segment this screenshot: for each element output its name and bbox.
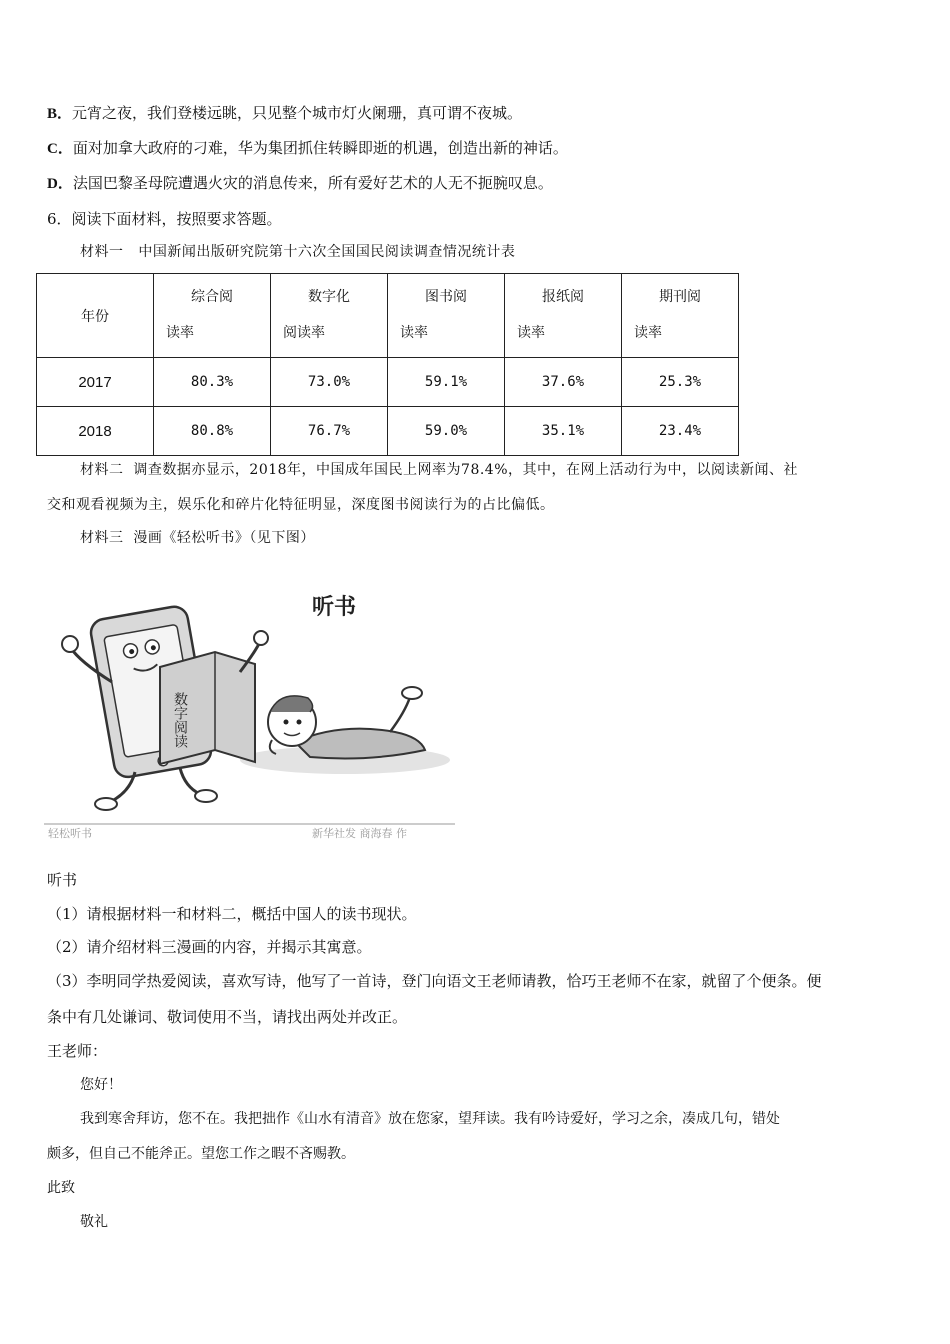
sub-question-1: （1）请根据材料一和材料二，概括中国人的读书现状。	[47, 905, 417, 923]
option-d	[47, 173, 553, 194]
option-text: 元宵之夜，我们登楼远眺，只见整个城市灯火阑珊，真可谓不夜城。	[72, 104, 523, 122]
letter-body-line1: 我到寒舍拜访，您不在。我把拙作《山水有清音》放在您家，望拜读。我有吟诗爱好，学习之余，凑成几句，错处	[80, 1111, 780, 1127]
option-text: 法国巴黎圣母院遭遇火灾的消息传来，所有爱好艺术的人无不扼腕叹息。	[72, 174, 553, 192]
material2-text: 调查数据亦显示，2018年，中国成年国民上网率为78.4%，其中，在网上活动行为中，以阅读新闻、社	[133, 462, 799, 478]
value-cell: 80.3%	[154, 358, 271, 407]
material1-heading	[80, 242, 515, 262]
value-cell: 59.1%	[388, 358, 505, 407]
value-cell: 23.4%	[622, 407, 739, 456]
material1-label: 材料一	[80, 244, 124, 260]
material3-text: 漫画《轻松听书》（见下图）	[133, 530, 315, 546]
header-cell	[271, 274, 388, 358]
letter-greeting: 您好！	[80, 1077, 122, 1093]
cartoon-footer-left: 轻松听书	[48, 827, 92, 840]
header-bottom: 读率	[400, 325, 428, 341]
book-label: 数字阅读	[172, 692, 188, 748]
value-cell: 37.6%	[505, 358, 622, 407]
cartoon-drawing	[40, 572, 460, 842]
header-bottom: 读率	[166, 325, 194, 341]
year-header: 年份	[37, 274, 154, 358]
material2-line2: 交和观看视频为主，娱乐化和碎片化特征明显，深度图书阅读行为的占比偏低。	[47, 497, 555, 513]
material2-label: 材料二	[80, 462, 124, 478]
value-cell: 35.1%	[505, 407, 622, 456]
value-cell: 25.3%	[622, 358, 739, 407]
letter-closing1: 此致	[47, 1180, 75, 1196]
option-letter: D．	[47, 176, 73, 192]
material2-line1	[80, 460, 798, 480]
table-header-row	[37, 274, 739, 358]
header-bottom: 读率	[517, 325, 545, 341]
header-top: 期刊阅	[659, 289, 701, 305]
table-row	[37, 407, 739, 456]
letter-body-line2: 颇多，但自己不能斧正。望您工作之暇不吝赐教。	[47, 1146, 355, 1162]
reading-stats-table	[36, 273, 739, 456]
value-cell: 76.7%	[271, 407, 388, 456]
option-text: 面对加拿大政府的刁难，华为集团抓住转瞬即逝的机遇，创造出新的神话。	[72, 139, 568, 157]
material3-heading	[80, 528, 315, 548]
sub-question-3: （3）李明同学热爱阅读，喜欢写诗，他写了一首诗，登门向语文王老师请教，恰巧王老师不在家，就留了个便条。便	[47, 972, 822, 990]
option-b	[47, 103, 522, 124]
letter-closing2: 敬礼	[80, 1214, 108, 1230]
letter-salutation: 王老师：	[47, 1042, 108, 1060]
cartoon-listening-to-books	[40, 572, 460, 842]
option-c	[47, 138, 568, 159]
question-text: 阅读下面材料，按照要求答题。	[71, 210, 282, 228]
material3-label: 材料三	[80, 530, 124, 546]
header-cell	[388, 274, 505, 358]
value-cell: 80.8%	[154, 407, 271, 456]
year-cell: 2018	[37, 407, 154, 456]
question-number: 6．	[47, 210, 72, 228]
value-cell: 59.0%	[388, 407, 505, 456]
header-bottom: 读率	[634, 325, 662, 341]
header-top: 综合阅	[191, 289, 233, 305]
header-top: 报纸阅	[542, 289, 584, 305]
header-cell	[622, 274, 739, 358]
sub-question-3-cont: 条中有几处谦词、敬词使用不当，请找出两处并改正。	[47, 1008, 408, 1026]
year-cell: 2017	[37, 358, 154, 407]
header-cell	[154, 274, 271, 358]
value-cell: 73.0%	[271, 358, 388, 407]
cartoon-footer-right: 新华社发 商海春 作	[312, 827, 407, 840]
cartoon-title: 听书	[312, 595, 357, 620]
header-bottom: 阅读率	[283, 325, 325, 341]
header-cell	[505, 274, 622, 358]
material1-title: 中国新闻出版研究院第十六次全国国民阅读调查情况统计表	[138, 244, 516, 260]
cartoon-caption: 听书	[47, 871, 78, 889]
header-top: 图书阅	[425, 289, 467, 305]
option-letter: C．	[47, 141, 73, 157]
table-row	[37, 358, 739, 407]
question-6	[47, 209, 282, 229]
option-letter: B．	[47, 106, 73, 122]
header-top: 数字化	[308, 289, 350, 305]
sub-question-2: （2）请介绍材料三漫画的内容，并揭示其寓意。	[47, 938, 372, 956]
